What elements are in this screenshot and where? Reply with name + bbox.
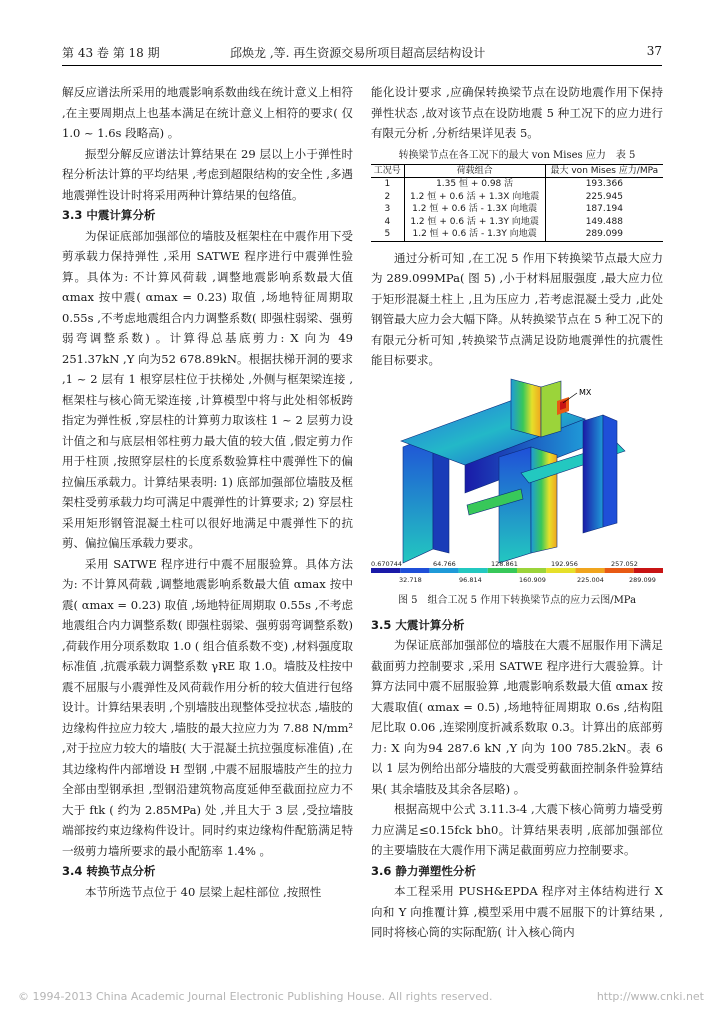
article-running-title: 邱焕龙 ,等. 再生资源交易所项目超高层结构设计 <box>230 46 486 60</box>
journal-issue: 第 43 卷 第 18 期 <box>62 46 160 60</box>
legend-tick: 160.909 <box>519 575 546 584</box>
table-cell: 1.35 恒 + 0.98 活 <box>404 178 545 191</box>
table-cell: 1.2 恒 + 0.6 活 - 1.3Y 向地震 <box>404 228 545 241</box>
table-row <box>371 228 663 241</box>
color-legend <box>371 568 663 573</box>
stress-contour-image <box>371 377 663 589</box>
table-row <box>371 191 663 204</box>
legend-tick: 32.718 <box>399 575 422 584</box>
running-header <box>62 44 662 64</box>
paragraph: 解反应谱法所采用的地震影响系数曲线在统计意义上相符 ,在主要周期点上也基本满足在统计意义上相符的要求( 仅 1.0 ~ 1.6s 段略高) 。 <box>62 85 353 140</box>
table-cell: 289.099 <box>585 229 623 239</box>
table-cell: 1.2 恒 + 0.6 活 - 1.3X 向地震 <box>404 203 545 216</box>
section-heading: 3.6 静力弹塑性分析 <box>371 863 476 878</box>
paragraph: 本工程采用 PUSH&EPDA 程序对主体结构进行 X 向和 Y 向推覆计算 ,模型采用中震不屈服下的计算结果 ,同时将核心筒的实际配筋( 计入核心筒内 <box>371 884 663 939</box>
page-number: 37 <box>646 44 662 58</box>
section-heading: 3.3 中震计算分析 <box>62 208 156 222</box>
stress-contour-figure <box>371 377 663 589</box>
right-column <box>371 82 663 943</box>
table-cell: 187.194 <box>585 204 623 214</box>
section-heading: 3.4 转换节点分析 <box>62 864 156 878</box>
legend-tick: 0.670744 <box>371 559 403 568</box>
legend-tick: 128.861 <box>491 559 518 568</box>
table-cell: 1.2 恒 + 0.6 活 + 1.3X 向地震 <box>404 191 545 204</box>
column-header: 最大 von Mises 应力/MPa <box>550 165 659 176</box>
table-cell: 193.366 <box>585 179 623 189</box>
legend-tick: 289.099 <box>629 575 656 584</box>
column-header: 工况号 <box>371 164 404 178</box>
table-cell: 1.2 恒 + 0.6 活 + 1.3Y 向地震 <box>404 216 545 229</box>
table-header-row <box>371 164 663 178</box>
paragraph: 根据高规中公式 3.11.3-4 ,大震下核心筒剪力墙受剪力应满足≤0.15fck bh0。计算结果表明 ,底部加强部位的主要墙肢在大震作用下满足截面剪应力控制要求。 <box>371 802 663 857</box>
table-cell: 5 <box>371 228 404 241</box>
paragraph: 通过分析可知 ,在工况 5 作用下转换梁节点最大应力为 289.099MPa( 图 5) ,小于材料屈服强度 ,最大应力位于矩形混凝土柱上 ,且为压应力 ,若考虑混凝土受力 ,此处钢管最大应力会大幅下降。从转换梁节点在 5 种工况下的有限元分析可知 ,转换梁节点满足设防地震弹性的抗震性能目标要求。 <box>371 250 663 367</box>
footer-url: http://www.cnki.net <box>596 990 704 1003</box>
left-column <box>62 82 353 902</box>
legend-tick: 225.004 <box>577 575 604 584</box>
paragraph: 采用 SATWE 程序进行中震不屈服验算。具体方法为: 不计算风荷载 ,调整地震影响系数最大值 αmax 按中震( αmax = 0.23) 取值 ,场地特征周期取 0.55s ,不考虑地震组合内力调整系数( 即强柱弱梁、强剪弱弯调整系数) ,荷载作用分项系数取 1.0 ( 组合值系数不变) ,材料强度取标准值 ,抗震承载力调整系数 γRE 取 1.0。墙肢及柱按中震不屈服与小震弹性及风荷载作用分析的较大值进行包络设计。计算结果表明 ,个别墙肢出现整体受拉状态 ,墙肢的边缘构件拉应力较大 ,墙肢的最大拉应力为 7.88 N/mm² ,对于拉应力较大的墙肢( 大于混凝土抗拉强度标准值) ,在其边缘构件内部增设 H 型钢 ,中震不屈服墙肢产生的拉力全部由型钢承担 ,型钢沿建筑物高度延伸至截面拉应力不大于 ftk ( 约为 2.85MPa) 处 ,并且大于 3 层 ,受拉墙肢端部按约束边缘构件设计。同时约束边缘构件配筋满足特一级剪力墙所要求的最小配筋率 1.4% 。 <box>62 556 353 858</box>
legend-tick: 96.814 <box>459 575 482 584</box>
table-row <box>371 178 663 191</box>
paragraph: 本节所选节点位于 40 层梁上起柱部位 ,按照性 <box>85 884 322 899</box>
stress-table <box>371 164 663 242</box>
legend-tick: 192.956 <box>551 559 578 568</box>
table-cell: 149.488 <box>585 216 623 227</box>
column-header: 荷载组合 <box>404 164 545 178</box>
paragraph: 为保证底部加强部位的墙肢及框架柱在中震作用下受剪承载力保持弹性 ,采用 SATWE 程序进行中震弹性验算。具体为: 不计算风荷载 ,调整地震影响系数最大值 αmax 按中震( αmax = 0.23) 取值 ,场地特征周期取 0.55s ,不考虑地震组合内力调整系数( 即强柱弱梁、强剪弱弯调整系数) 。计算得总基底剪力: X 向为 49 251.37kN ,Y 向为52 678.89kN。根据扶梯开洞的要求 ,1 ~ 2 层有 1 根穿层柱位于扶梯处 ,外侧与框架梁连接 ,框架柱与核心筒无梁连接 ,计算模型中将与此处相邻板跨指定为弹性板 ,穿层柱的计算剪力取该柱 1 ~ 2 层剪力设计值之和与底层相邻柱剪力最大值的较大值 ,假定剪力作用于柱顶 ,按照穿层柱的长度系数验算柱中震弹性下的偏拉偏压承载力。计算结果表明: 1) 底部加强部位墙肢及框架柱受剪承载力均可满足中震弹性的计算要求; 2) 穿层柱采用矩形钢管混凝土柱可以很好地满足中震弹性下的抗剪、偏拉偏压承载力要求。 <box>62 228 353 550</box>
table-cell: 2 <box>371 191 404 204</box>
table-cell: 3 <box>371 203 404 216</box>
header-rule <box>62 65 662 66</box>
table-row <box>371 216 663 229</box>
paragraph: 振型分解反应谱法计算结果在 29 层以上小于弹性时程分析法计算的平均结果 ,考虑到超限结构的安全性 ,多遇地震弹性设计时将采用两种计算结果的包络值。 <box>62 146 353 202</box>
section-heading: 3.5 大震计算分析 <box>371 617 465 632</box>
legend-tick: 257.052 <box>611 559 638 568</box>
max-stress-marker: MX <box>579 387 592 397</box>
paragraph: 为保证底部加强部位的墙肢在大震不屈服作用下满足截面剪力控制要求 ,采用 SATWE 程序进行大震验算。计算方法同中震不屈服验算 ,地震影响系数最大值 αmax 按大震取值( αmax = 0.5) ,场地特征周期取 0.6s ,结构阻尼比取 0.06 ,连梁刚度折减系数取 0.3。计算出的底部剪力: X 向为94 287.6 kN ,Y 向为 100 785.2kN。表 6 以 1 层为例给出部分墙肢的大震受剪截面控制条件验算结果( 其余墙肢及其余各层略) 。 <box>371 638 663 796</box>
table-cell: 225.945 <box>585 191 623 202</box>
figure-caption: 图 5 组合工况 5 作用下转换梁节点的应力云图/MPa <box>397 594 637 606</box>
legend-tick: 64.766 <box>433 559 456 568</box>
table-caption: 转换梁节点在各工况下的最大 von Mises 应力 表 5 <box>398 149 636 161</box>
table-cell: 4 <box>371 216 404 229</box>
table-row <box>371 203 663 216</box>
table-cell: 1 <box>371 178 404 191</box>
paragraph: 能化设计要求 ,应确保转换梁节点在设防地震作用下保持弹性状态 ,故对该节点在设防地震 5 种工况下的应力进行有限元分析 ,分析结果详见表 5。 <box>371 85 663 140</box>
copyright-notice: © 1994-2013 China Academic Journal Electronic Publishing House. All rights reserved. <box>18 990 493 1003</box>
